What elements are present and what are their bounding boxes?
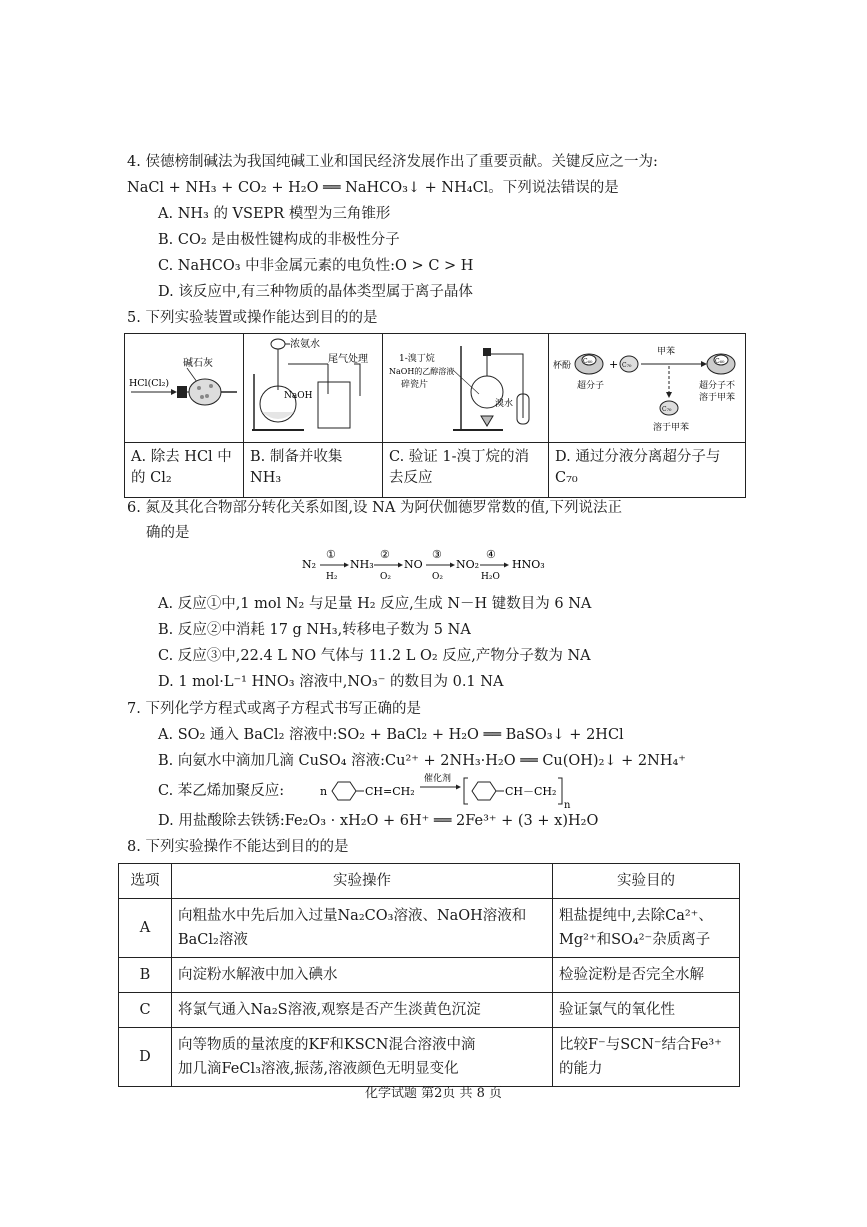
svg-text:H₂: H₂ <box>326 572 338 582</box>
svg-text:n: n <box>564 800 571 810</box>
table-row <box>119 958 740 993</box>
q6-stem-line1: 6. 氮及其化合物部分转化关系如图,设 NA 为阿伏伽德罗常数的值,下列说法正 <box>127 500 623 516</box>
supramolecule-figure <box>549 334 739 438</box>
q8-row-aim: 检验淀粉是否完全水解 <box>553 958 740 993</box>
benzene-ring-icon <box>332 782 356 800</box>
svg-text:CH=CH₂: CH=CH₂ <box>365 785 415 798</box>
q8-table <box>118 863 740 1087</box>
q8-row-operation <box>172 899 553 958</box>
svg-text:NaOH: NaOH <box>284 391 313 401</box>
q5-apparatus-table <box>124 333 746 498</box>
q8-row-option: D <box>119 1028 172 1087</box>
svg-text:NH₃: NH₃ <box>350 558 374 571</box>
svg-text:碱石灰: 碱石灰 <box>183 358 213 369</box>
q4-stem: 4. 侯德榜制碱法为我国纯碱工业和国民经济发展作出了重要贡献。关键反应之一为: <box>127 154 658 170</box>
q5-figure-d <box>549 334 746 443</box>
svg-text:1-溴丁烷: 1-溴丁烷 <box>399 354 435 364</box>
svg-text:④: ④ <box>486 548 496 561</box>
svg-text:O₂: O₂ <box>380 572 391 582</box>
table-row <box>119 993 740 1028</box>
svg-text:甲苯: 甲苯 <box>657 347 676 357</box>
operation-line: 向粗盐水中先后加入过量Na₂CO₃溶液、NaOH溶液和 <box>178 908 527 924</box>
svg-text:C₇₀: C₇₀ <box>662 406 672 413</box>
operation-line: 向等物质的量浓度的KF和KSCN混合溶液中滴 <box>178 1037 476 1053</box>
benzene-ring-icon <box>472 782 496 800</box>
svg-text:②: ② <box>380 548 390 561</box>
svg-text:碎瓷片: 碎瓷片 <box>401 380 429 390</box>
svg-text:n: n <box>320 785 328 798</box>
svg-text:+: + <box>609 358 619 371</box>
q8-row-aim <box>553 1028 740 1087</box>
q7-option-d: D. 用盐酸除去铁锈:Fe₂O₃ · xH₂O + 6H⁺ ══ 2Fe³⁺ + (3 + x)H₂O <box>158 813 599 829</box>
svg-text:溴水: 溴水 <box>495 399 514 409</box>
drying-tube-figure <box>125 334 243 438</box>
q5-option-b: B. 制备并收集 NH₃ <box>244 443 383 498</box>
svg-text:溶于甲苯: 溶于甲苯 <box>653 423 690 433</box>
svg-text:N₂: N₂ <box>302 558 317 571</box>
q8-row-option: A <box>119 899 172 958</box>
svg-text:超分子不: 超分子不 <box>699 381 736 391</box>
q6-stem-line2: 确的是 <box>146 525 190 541</box>
q7-stem: 7. 下列化学方程式或离子方程式书写正确的是 <box>127 701 421 717</box>
table-row <box>119 1028 740 1087</box>
q5-option-a: A. 除去 HCl 中的 Cl₂ <box>125 443 244 498</box>
q8-header-aim: 实验目的 <box>553 864 740 899</box>
q8-row-aim: 验证氯气的氧化性 <box>553 993 740 1028</box>
aim-line: 粗盐提纯中,去除Ca²⁺、 <box>559 908 713 924</box>
page-footer: 化学试题 第2页 共 8 页 <box>364 1086 503 1101</box>
q5-option-d: D. 通过分液分离超分子与 C₇₀ <box>549 443 746 498</box>
svg-text:①: ① <box>326 548 336 561</box>
svg-text:NO₂: NO₂ <box>456 558 480 571</box>
svg-text:溶于甲苯: 溶于甲苯 <box>699 393 736 403</box>
svg-text:尾气处理: 尾气处理 <box>328 354 368 365</box>
q5-stem: 5. 下列实验装置或操作能达到目的的是 <box>127 310 378 326</box>
svg-text:O₂: O₂ <box>432 572 443 582</box>
q8-row-option: C <box>119 993 172 1028</box>
q8-row-operation: 将氯气通入Na₂S溶液,观察是否产生淡黄色沉淀 <box>172 993 553 1028</box>
table-row <box>119 899 740 958</box>
aim-line: 的能力 <box>559 1061 603 1077</box>
styrene-polymerization-equation <box>318 768 578 810</box>
svg-text:催化剂: 催化剂 <box>424 774 452 784</box>
q4-option-b: B. CO₂ 是由极性键构成的非极性分子 <box>158 232 400 248</box>
q8-row-option: B <box>119 958 172 993</box>
svg-text:H₂O: H₂O <box>481 572 500 582</box>
svg-text:C₆₀: C₆₀ <box>583 358 593 365</box>
q6-option-a: A. 反应①中,1 mol N₂ 与足量 H₂ 反应,生成 N－H 键数目为 6 NA <box>158 596 592 612</box>
q4-equation: NaCl + NH₃ + CO₂ + H₂O ══ NaHCO₃↓ + NH₄Cl。下列说法错误的是 <box>127 180 619 196</box>
q5-figure-a <box>125 334 244 443</box>
q4-option-d: D. 该反应中,有三种物质的晶体类型属于离子晶体 <box>158 284 473 300</box>
svg-text:浓氨水: 浓氨水 <box>290 339 320 350</box>
q6-option-b: B. 反应②中消耗 17 g NH₃,转移电子数为 5 NA <box>158 622 471 638</box>
svg-text:HNO₃: HNO₃ <box>512 558 545 571</box>
svg-text:NaOH的乙醇溶液: NaOH的乙醇溶液 <box>389 367 455 376</box>
distillation-figure <box>383 334 548 438</box>
q5-option-c: C. 验证 1-溴丁烷的消去反应 <box>383 443 549 498</box>
q8-stem: 8. 下列实验操作不能达到目的的是 <box>127 839 349 855</box>
q6-option-c: C. 反应③中,22.4 L NO 气体与 11.2 L O₂ 反应,产物分子数为 NA <box>158 648 591 664</box>
svg-text:CH－CH₂: CH－CH₂ <box>505 785 557 798</box>
q7-option-b: B. 向氨水中滴加几滴 CuSO₄ 溶液:Cu²⁺ + 2NH₃·H₂O ══ Cu(OH)₂↓ + 2NH₄⁺ <box>158 753 686 769</box>
svg-text:超分子: 超分子 <box>577 381 605 391</box>
svg-text:③: ③ <box>432 548 442 561</box>
operation-line: 加几滴FeCl₃溶液,振荡,溶液颜色无明显变化 <box>178 1061 459 1077</box>
aim-line: 比较F⁻与SCN⁻结合Fe³⁺ <box>559 1037 722 1053</box>
q7-option-a: A. SO₂ 通入 BaCl₂ 溶液中:SO₂ + BaCl₂ + H₂O ══ BaSO₃↓ + 2HCl <box>158 727 624 743</box>
svg-text:NO: NO <box>404 558 423 571</box>
q5-figure-c <box>383 334 549 443</box>
operation-line: BaCl₂溶液 <box>178 932 248 948</box>
q7-option-c-label: C. 苯乙烯加聚反应: <box>158 783 285 799</box>
svg-text:杯酚: 杯酚 <box>553 361 572 371</box>
q6-option-d: D. 1 mol·L⁻¹ HNO₃ 溶液中,NO₃⁻ 的数目为 0.1 NA <box>158 674 504 690</box>
svg-text:HCl(Cl₂): HCl(Cl₂) <box>129 378 170 389</box>
q5-figure-b <box>244 334 383 443</box>
q8-row-operation <box>172 1028 553 1087</box>
nitrogen-conversion-chain <box>300 548 560 584</box>
q8-header-option: 选项 <box>119 864 172 899</box>
q8-row-operation: 向淀粉水解液中加入碘水 <box>172 958 553 993</box>
aim-line: Mg²⁺和SO₄²⁻杂质离子 <box>559 932 711 948</box>
q4-option-c: C. NaHCO₃ 中非金属元素的电负性:O > C > H <box>158 258 474 274</box>
svg-text:C₇₀: C₇₀ <box>622 362 632 369</box>
q4-option-a: A. NH₃ 的 VSEPR 模型为三角锥形 <box>158 206 391 222</box>
ammonia-setup-figure <box>244 334 382 438</box>
q8-header-operation: 实验操作 <box>172 864 553 899</box>
q8-row-aim <box>553 899 740 958</box>
svg-text:C₆₀: C₆₀ <box>715 358 725 365</box>
